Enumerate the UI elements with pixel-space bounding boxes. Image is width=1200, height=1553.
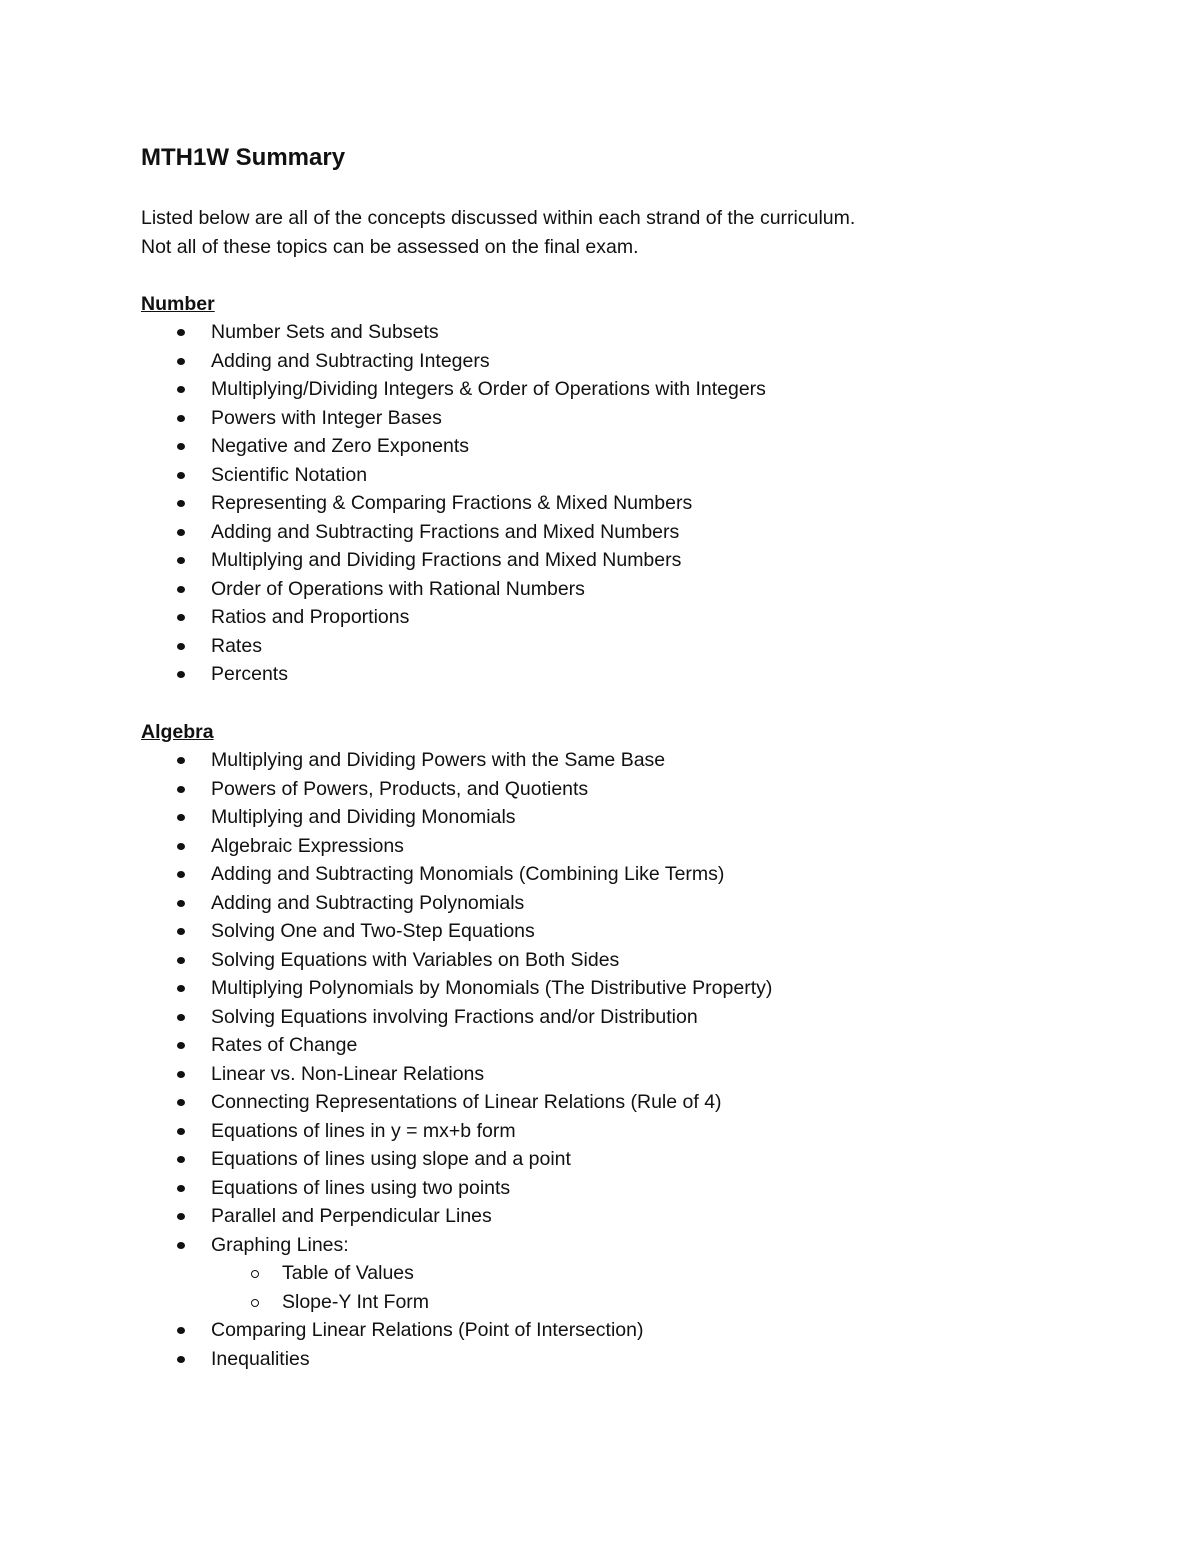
bullet-icon: [177, 386, 185, 393]
hollow-bullet-icon: [251, 1270, 259, 1278]
bullet-icon: [177, 1128, 185, 1135]
list-item: Rates: [141, 632, 766, 661]
list-item: Solving Equations with Variables on Both Sides: [141, 946, 772, 975]
bullet-icon: [177, 415, 185, 422]
list-item: Graphing Lines: Table of Values Slope-Y Int Form: [141, 1231, 772, 1317]
bullet-icon: [177, 1156, 185, 1163]
bullet-icon: [177, 757, 185, 764]
bullet-icon: [177, 1185, 185, 1192]
section-heading-algebra: Algebra: [141, 721, 214, 743]
bullet-icon: [177, 1213, 185, 1220]
sub-list-item: Table of Values: [211, 1259, 772, 1288]
bullet-icon: [177, 1099, 185, 1106]
list-item: Powers of Powers, Products, and Quotients: [141, 775, 772, 804]
list-item: Multiplying and Dividing Monomials: [141, 803, 772, 832]
list-item: Order of Operations with Rational Numbers: [141, 575, 766, 604]
list-item: Negative and Zero Exponents: [141, 432, 766, 461]
list-item: Equations of lines using slope and a point: [141, 1145, 772, 1174]
bullet-icon: [177, 614, 185, 621]
list-item: Multiplying and Dividing Powers with the Same Base: [141, 746, 772, 775]
bullet-icon: [177, 329, 185, 336]
bullet-icon: [177, 985, 185, 992]
list-item: Rates of Change: [141, 1031, 772, 1060]
list-item: Multiplying/Dividing Integers & Order of Operations with Integers: [141, 375, 766, 404]
bullet-icon: [177, 500, 185, 507]
bullet-icon: [177, 1327, 185, 1334]
section-heading-number: Number: [141, 293, 215, 315]
list-item: Adding and Subtracting Polynomials: [141, 889, 772, 918]
bullet-icon: [177, 671, 185, 678]
bullet-icon: [177, 1242, 185, 1249]
list-item: Representing & Comparing Fractions & Mixed Numbers: [141, 489, 766, 518]
bullet-icon: [177, 843, 185, 850]
list-item: Inequalities: [141, 1345, 772, 1374]
bullet-icon: [177, 871, 185, 878]
number-topic-list: [141, 318, 766, 689]
bullet-icon: [177, 358, 185, 365]
bullet-icon: [177, 1014, 185, 1021]
list-item: Percents: [141, 660, 766, 689]
bullet-icon: [177, 472, 185, 479]
list-item: Solving One and Two-Step Equations: [141, 917, 772, 946]
intro-text: [141, 204, 855, 261]
list-item: Powers with Integer Bases: [141, 404, 766, 433]
list-item: Adding and Subtracting Integers: [141, 347, 766, 376]
graphing-sublist: [211, 1259, 772, 1316]
list-item: Ratios and Proportions: [141, 603, 766, 632]
list-item: Adding and Subtracting Fractions and Mixed Numbers: [141, 518, 766, 547]
list-item: Multiplying and Dividing Fractions and Mixed Numbers: [141, 546, 766, 575]
list-item: Equations of lines in y = mx+b form: [141, 1117, 772, 1146]
bullet-icon: [177, 529, 185, 536]
bullet-icon: [177, 786, 185, 793]
list-item: Parallel and Perpendicular Lines: [141, 1202, 772, 1231]
bullet-icon: [177, 557, 185, 564]
bullet-icon: [177, 957, 185, 964]
bullet-icon: [177, 586, 185, 593]
bullet-icon: [177, 1356, 185, 1363]
document-title: MTH1W Summary: [141, 144, 346, 171]
bullet-icon: [177, 1071, 185, 1078]
list-item: Solving Equations involving Fractions and/or Distribution: [141, 1003, 772, 1032]
sub-list-item: Slope-Y Int Form: [211, 1288, 772, 1317]
list-item: Scientific Notation: [141, 461, 766, 490]
list-item: Multiplying Polynomials by Monomials (The Distributive Property): [141, 974, 772, 1003]
list-item: Algebraic Expressions: [141, 832, 772, 861]
list-item: Linear vs. Non-Linear Relations: [141, 1060, 772, 1089]
bullet-icon: [177, 928, 185, 935]
intro-line: Listed below are all of the concepts discussed within each strand of the curriculum.: [141, 207, 856, 229]
bullet-icon: [177, 443, 185, 450]
list-item: Adding and Subtracting Monomials (Combining Like Terms): [141, 860, 772, 889]
bullet-icon: [177, 814, 185, 821]
hollow-bullet-icon: [251, 1299, 259, 1307]
list-item: Comparing Linear Relations (Point of Intersection): [141, 1316, 772, 1345]
list-item: Equations of lines using two points: [141, 1174, 772, 1203]
list-item: Connecting Representations of Linear Relations (Rule of 4): [141, 1088, 772, 1117]
list-item: Number Sets and Subsets: [141, 318, 766, 347]
intro-line: Not all of these topics can be assessed on the final exam.: [141, 235, 639, 258]
bullet-icon: [177, 643, 185, 650]
bullet-icon: [177, 900, 185, 907]
algebra-topic-list: [141, 746, 772, 1373]
bullet-icon: [177, 1042, 185, 1049]
